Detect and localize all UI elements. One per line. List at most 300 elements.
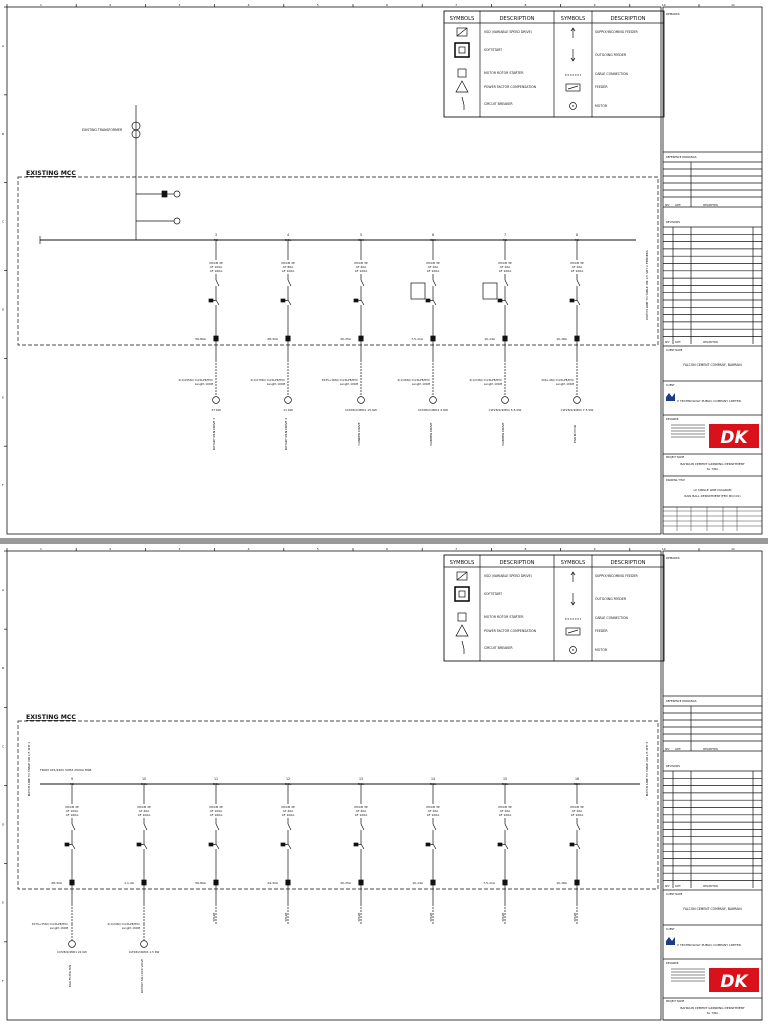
mccb-rating: MCCB 3P <box>426 261 440 265</box>
aux-motor-icon <box>174 191 180 197</box>
grid-letter: D <box>2 307 5 312</box>
feeder-icon <box>568 630 578 633</box>
feeder-type: REV <box>357 238 365 242</box>
motor-description: ROTARY KILN DRIVE 1 <box>212 417 216 451</box>
grid-number: 9 <box>593 547 596 551</box>
overload-range: 20-25A <box>340 337 351 341</box>
overload-relay-icon <box>70 880 74 885</box>
power-factor-icon <box>456 81 468 92</box>
feeder-6 <box>397 233 448 445</box>
feeder-10 <box>107 777 159 993</box>
legend-description-left: VSD (VARIABLE SPEED DRIVE) <box>484 574 532 578</box>
motor-description: BAG FILTER FAN <box>68 964 72 988</box>
rev-col: DATE <box>675 204 681 207</box>
mccb-frame: AF 100A <box>498 269 512 273</box>
mccb-frame: AF 160A <box>209 269 223 273</box>
feeder-16 <box>556 777 584 924</box>
contactor-icon <box>433 844 436 849</box>
legend-description-right: FEEDER <box>595 629 608 633</box>
overload-relay-icon <box>431 880 435 885</box>
contactor-coil-icon <box>65 843 69 846</box>
grid-letter: B <box>2 131 5 136</box>
grid-number: 9 <box>593 3 596 7</box>
grid-number: 5 <box>316 547 319 551</box>
motor-description: ROTARY KILN DRIVE 2 <box>284 417 288 451</box>
legend-description-right: FEEDER <box>595 85 608 89</box>
grid-letter: A <box>2 44 5 48</box>
mccb-rating: MCCB 3P <box>281 261 295 265</box>
overload-range: 56-80A <box>195 881 206 885</box>
mccb-frame: AF 100A <box>426 269 440 273</box>
cable-spec: 3X35+16SQ CU/XLPE/PVC <box>321 378 358 382</box>
circuit-breaker-icon <box>462 97 464 105</box>
contactor-coil-icon <box>570 843 574 846</box>
motor-description: DAMPER DRIVE <box>501 422 505 446</box>
grid-number: 7 <box>455 547 458 551</box>
circuit-breaker-icon <box>433 824 436 830</box>
contactor-icon <box>288 300 291 305</box>
feeder-number: 5 <box>359 233 363 237</box>
left-match-note: MATCH LINE TO TABLE ON 1/5 SHT 1 <box>27 741 31 797</box>
mccb-trip: AT 40A <box>138 809 150 813</box>
overload-relay-icon <box>142 880 146 885</box>
feeder-type: PO <box>502 238 508 242</box>
rev-col: REV <box>665 748 670 751</box>
feeder-15 <box>483 777 512 924</box>
contactor-coil-icon <box>354 299 358 302</box>
contractor-logo-icon <box>666 937 675 945</box>
designer-label: DESIGNER <box>666 962 679 965</box>
mccb-frame: AF 100A <box>426 813 440 817</box>
legend-header: DESCRIPTION <box>610 560 646 566</box>
grid-number: 6 <box>386 3 388 7</box>
single-line-diagram-sheet-2 <box>0 544 768 1024</box>
mccb-trip: AT 16A <box>499 265 511 269</box>
title-block <box>663 556 762 1020</box>
softstart-symbol-icon <box>459 591 465 597</box>
rev-col: REV <box>665 885 670 888</box>
panel-title: EXISTING MCC <box>26 714 76 721</box>
motor-description: ROTARY AIR LOCK VALVE <box>140 958 144 994</box>
circuit-breaker-icon <box>216 280 219 286</box>
circuit-breaker-icon <box>72 824 75 830</box>
spare-label: SPARE <box>429 912 433 922</box>
mccb-rating: MCCB 3P <box>570 805 584 809</box>
overload-relay-icon <box>214 336 218 341</box>
contractor-logo-icon <box>666 393 675 401</box>
mccb-rating: MCCB 3P <box>281 805 295 809</box>
rev-col: DATE <box>675 885 681 888</box>
legend-header: SYMBOLS <box>560 560 586 566</box>
power-factor-icon <box>456 625 468 636</box>
legend-description-left: MOTOR ROTOR STARTER <box>484 71 524 75</box>
motor-icon <box>285 397 292 404</box>
mccb-trip: AT 16A <box>499 809 511 813</box>
rev-col: DESCRIPTION <box>703 748 718 751</box>
feeder-type: DOL <box>140 782 148 786</box>
drawing-border <box>7 7 661 534</box>
remarks-label: REMARKS <box>666 12 680 16</box>
contactor-icon <box>144 844 147 849</box>
reference-drawings-label: REFERENCE DRAWINGS <box>666 156 697 159</box>
mccb-trip: AT 80A <box>282 265 294 269</box>
contractor-name: V TECHNOLOGY PUBLIC COMPANY LIMITED <box>677 399 742 403</box>
overload-relay-icon <box>575 336 579 341</box>
feeder-8 <box>541 233 593 443</box>
aux-breaker-icon <box>162 191 167 197</box>
drawing-border <box>7 551 661 1020</box>
grid-number: 1 <box>40 3 42 7</box>
overload-relay-icon <box>286 336 290 341</box>
match-line-note: MATCH LINE TO TABLE ON 1/5 SHT 2 FEEDERS <box>645 250 649 320</box>
grid-number: 8 <box>524 547 527 551</box>
feeder-type: DOL <box>284 238 292 242</box>
mccb-frame: AF 100A <box>570 813 584 817</box>
contactor-icon <box>577 300 580 305</box>
grid-letter: E <box>2 900 4 905</box>
legend-description-left: VSD (VARIABLE SPEED DRIVE) <box>484 30 532 34</box>
motor-icon <box>502 397 509 404</box>
grid-letter: F <box>2 483 4 488</box>
softstart-symbol-icon <box>459 47 465 53</box>
legend-description-left: POWER FACTOR COMPENSATION <box>484 85 536 89</box>
mccb-frame: AF 100A <box>354 813 368 817</box>
cable-spec: 4(1)X6SQ CU/XLPE/PVC <box>397 378 430 382</box>
contactor-icon <box>577 844 580 849</box>
feeder-number: 8 <box>575 233 579 237</box>
mcc-schematic <box>18 105 658 450</box>
legend-header: SYMBOLS <box>449 16 475 22</box>
circuit-breaker-icon <box>216 824 219 830</box>
motor-description: FAN MOTOR <box>573 425 577 443</box>
mccb-frame: AF 100A <box>281 813 295 817</box>
rev-col: REV <box>665 204 670 207</box>
spare-label: SPARE <box>357 912 361 922</box>
mccb-rating: MCCB 3P <box>498 805 512 809</box>
contactor-icon <box>361 300 364 305</box>
mcc-panel-outline <box>18 721 658 889</box>
overload-range: 20-25A <box>340 881 351 885</box>
vsd-symbol-icon <box>457 28 467 36</box>
contactor-icon <box>361 844 364 849</box>
grid-letter: A <box>2 588 5 592</box>
overload-range: 1.1-4A <box>124 881 134 885</box>
overload-relay-icon <box>575 880 579 885</box>
feeder-type: PO <box>213 238 219 242</box>
motor-rating: CLT28/2/4M01 15 KW <box>345 408 377 412</box>
contractor-label: CLIENT <box>666 384 675 387</box>
mccb-frame: AF 100A <box>281 269 295 273</box>
mccb-trip: AT 16A <box>427 809 439 813</box>
circuit-breaker-icon <box>505 824 508 830</box>
project-label: PROJECT NAME <box>666 1000 685 1003</box>
mccb-frame: AF 100A <box>498 813 512 817</box>
mccb-frame: AF 100A <box>137 813 151 817</box>
feeder-number: 13 <box>358 777 364 781</box>
reference-drawings-label: REFERENCE DRAWINGS <box>666 700 697 703</box>
overload-relay-icon <box>286 880 290 885</box>
feeder-type: DOL <box>501 782 509 786</box>
grid-letter: B <box>2 666 5 671</box>
legend-description-right: SUPPLY/INCOMING FEEDER <box>595 574 638 578</box>
grid-letter: C <box>2 744 5 749</box>
project-sub: SL 7/No <box>706 467 719 471</box>
contactor-coil-icon <box>426 843 430 846</box>
panel-title: EXISTING MCC <box>26 170 76 177</box>
legend-header: DESCRIPTION <box>499 560 535 566</box>
grid-letter: F <box>2 978 4 983</box>
client-label: CLIENT NAME <box>666 893 683 896</box>
overload-relay-icon <box>214 880 218 885</box>
drawing-title-label: DRAWING TITLE <box>666 479 685 482</box>
transformer-label: EXISTING TRANSFORMER <box>82 128 123 132</box>
grid-letter: E <box>2 395 4 400</box>
aux-motor-icon <box>174 218 180 224</box>
feeder-12 <box>267 777 295 924</box>
softstart-symbol-icon <box>455 43 469 57</box>
client-name: FALCON CEMENT COMPANY, BAHRAIN <box>683 907 742 911</box>
cable-length: Length 100M <box>483 382 502 386</box>
feeder-number: 3 <box>214 233 218 237</box>
mccb-trip: AT 40A <box>355 265 367 269</box>
mccb-trip: AT 100A <box>209 809 223 813</box>
motor-icon <box>213 397 220 404</box>
feeder-number: 4 <box>286 233 290 237</box>
legend-description-left: SOFTSTART <box>484 48 503 52</box>
remarks-label: REMARKS <box>666 556 680 560</box>
feeder-type: PO <box>574 238 580 242</box>
rev-col: DESCRIPTION <box>703 204 718 207</box>
motor-rating: CLT28/2/4M01 5.5 KW <box>488 408 522 412</box>
mccb-frame: AF 160A <box>65 813 79 817</box>
contactor-icon <box>505 300 508 305</box>
motor-rotor-starter-icon <box>458 69 466 77</box>
contactor-coil-icon <box>281 299 285 302</box>
motor-rating: 11 KW <box>283 408 293 412</box>
cable-length: Length 100M <box>121 926 140 930</box>
cable-length: Length 100M <box>339 382 358 386</box>
feeder-type: REV <box>573 782 581 786</box>
overload-range: 56-80A <box>195 337 206 341</box>
feeder-type: DOL <box>429 782 437 786</box>
grid-number: 3 <box>178 547 181 551</box>
feeder-number: 10 <box>141 777 147 781</box>
legend-description-left: CIRCUIT BREAKER <box>484 102 513 106</box>
cable-spec: 4(1)X95SQ CU/XLPE/PVC <box>178 378 213 382</box>
revisions-label: REVISIONS <box>666 765 681 768</box>
overload-relay-icon <box>431 336 435 341</box>
motor-rating: 37 KW <box>211 408 221 412</box>
feeder-number: 9 <box>70 777 74 781</box>
grid-number: 1 <box>40 547 42 551</box>
mccb-rating: MCCB 3P <box>354 805 368 809</box>
designer-logo-text: DK <box>720 428 748 448</box>
mccb-rating: MCCB 3P <box>354 261 368 265</box>
spare-label: SPARE <box>501 912 505 922</box>
feeder-number: 14 <box>430 777 436 781</box>
mccb-rating: MCCB 3P <box>498 261 512 265</box>
legend-description-right: CABLE CONNECTION <box>595 616 628 620</box>
overload-range: 7.5-11A <box>411 337 423 341</box>
cable-spec: 4(1)X4SQ CU/XLPE/PVC <box>107 922 140 926</box>
motor-icon <box>430 397 437 404</box>
motor-icon <box>141 941 148 948</box>
legend-header: SYMBOLS <box>560 16 586 22</box>
motor-icon <box>69 941 76 948</box>
cable-spec: 4(1)X4SQ CU/XLPE/PVC <box>469 378 502 382</box>
motor-icon <box>358 397 365 404</box>
title-block <box>663 12 762 531</box>
legend-description-left: POWER FACTOR COMPENSATION <box>484 629 536 633</box>
feeder-number: 15 <box>502 777 508 781</box>
contactor-icon <box>216 300 219 305</box>
feeder-number: 7 <box>503 233 507 237</box>
mccb-frame: AF 100A <box>354 269 368 273</box>
mccb-rating: MCCB 3P <box>137 805 151 809</box>
project-label: PROJECT NAME <box>666 456 685 459</box>
contactor-coil-icon <box>498 299 502 302</box>
mccb-trip: AT 40A <box>355 809 367 813</box>
drawing-title: LV SINGLE LINE DIAGRAM <box>693 488 732 492</box>
mccb-rating: MCCB 3P <box>209 261 223 265</box>
motor-icon: M <box>571 104 575 109</box>
feeder-type: DOL <box>212 782 220 786</box>
mccb-frame: AF 160A <box>209 813 223 817</box>
mcc-schematic-2 <box>18 714 658 993</box>
cable-spec: 4(1)X70SQ CU/XLPE/PVC <box>250 378 285 382</box>
overload-range: 10-14A <box>484 337 495 341</box>
reversing-contactor-icon <box>411 283 425 299</box>
mccb-trip: AT 40A <box>282 809 294 813</box>
feeder-3 <box>179 233 224 450</box>
rev-col: REV <box>665 341 670 344</box>
cable-length: Length 100M <box>266 382 285 386</box>
mccb-frame: AF 100A <box>570 269 584 273</box>
legend-description-left: SOFTSTART <box>484 592 503 596</box>
grid-letter: D <box>2 822 5 827</box>
overload-relay-icon <box>503 336 507 341</box>
grid-number: 7 <box>455 3 458 7</box>
overload-range: 7.5-11A <box>483 881 495 885</box>
feeder-13 <box>340 777 368 924</box>
feeder-9 <box>32 777 87 987</box>
mccb-trip: AT 100A <box>65 809 79 813</box>
circuit-breaker-icon <box>361 824 364 830</box>
cable-spec: 3X6+4SQ CU/XLPE/PVC <box>541 378 574 382</box>
contactor-icon <box>72 844 75 849</box>
grid-number: 5 <box>316 3 319 7</box>
motor-rating: CLT28/2/4M01 4 KW <box>418 408 448 412</box>
motor-rating: CLT28/2/4M01 7.5 KW <box>560 408 594 412</box>
mccb-trip: AT 16A <box>427 265 439 269</box>
feeder-number: 16 <box>574 777 580 781</box>
revisions-label: REVISIONS <box>666 221 681 224</box>
contactor-coil-icon <box>209 299 213 302</box>
feeder-11 <box>195 777 223 924</box>
drawing-sheet-2 <box>0 544 768 1024</box>
legend-description-left: CIRCUIT BREAKER <box>484 646 513 650</box>
rev-col: DESCRIPTION <box>703 341 718 344</box>
grid-number: 2 <box>109 3 112 7</box>
symbol-legend <box>444 555 664 661</box>
contactor-coil-icon <box>354 843 358 846</box>
legend-description-right: SUPPLY/INCOMING FEEDER <box>595 30 638 34</box>
symbol-legend <box>444 11 664 117</box>
feeder-7 <box>469 233 521 445</box>
contractor-name: V TECHNOLOGY PUBLIC COMPANY LIMITED <box>677 943 742 947</box>
circuit-breaker-icon <box>288 280 291 286</box>
overload-range: 28-32A <box>267 337 278 341</box>
softstart-symbol-icon <box>455 587 469 601</box>
motor-rotor-starter-icon <box>458 613 466 621</box>
mccb-rating: MCCB 3P <box>209 805 223 809</box>
reversing-contactor-icon <box>483 283 497 299</box>
grid-number: 11 <box>731 3 735 7</box>
drawing-title: RAW BALL DEPARTMENT(FED MCC01) <box>684 494 741 498</box>
overload-relay-icon <box>359 880 363 885</box>
contactor-coil-icon <box>137 843 141 846</box>
contactor-icon <box>505 844 508 849</box>
cable-length: Length 100M <box>194 382 213 386</box>
circuit-breaker-icon <box>462 641 464 649</box>
circuit-breaker-icon <box>505 280 508 286</box>
grid-number: 8 <box>524 3 527 7</box>
feeder-number: 6 <box>431 233 435 237</box>
motor-icon <box>574 397 581 404</box>
mccb-trip: AT 100A <box>209 265 223 269</box>
feeder-number: 11 <box>213 777 219 781</box>
contactor-coil-icon <box>498 843 502 846</box>
rev-col: DATE <box>675 748 681 751</box>
contactor-coil-icon <box>570 299 574 302</box>
contactor-icon <box>288 844 291 849</box>
circuit-breaker-icon <box>577 280 580 286</box>
circuit-breaker-icon <box>144 824 147 830</box>
contactor-coil-icon <box>209 843 213 846</box>
legend-description-right: CABLE CONNECTION <box>595 72 628 76</box>
right-match-note: MATCH LINE TO TABLE ON 1/5 SHT 3 <box>645 741 649 797</box>
vsd-symbol-icon <box>457 572 467 580</box>
overload-relay-icon <box>503 880 507 885</box>
feeder-4 <box>251 233 296 450</box>
grid-number: 3 <box>178 3 181 7</box>
mccb-rating: MCCB 3P <box>570 261 584 265</box>
grid-number: 6 <box>386 547 388 551</box>
circuit-breaker-icon <box>577 824 580 830</box>
spare-label: SPARE <box>212 912 216 922</box>
overload-range: 24-32A <box>267 881 278 885</box>
mccb-trip: AT 16A <box>571 809 583 813</box>
feeder-number: 12 <box>285 777 291 781</box>
legend-description-right: OUTGOING FEEDER <box>595 53 627 57</box>
feeder-5 <box>322 233 377 446</box>
rev-col: DESCRIPTION <box>703 885 718 888</box>
contactor-icon <box>433 300 436 305</box>
project-sub: SL 7/No <box>706 1011 719 1015</box>
cable-length: Length 100M <box>49 926 68 930</box>
motor-rating: CLT28/2/4M01 22 KW <box>57 950 87 954</box>
grid-number: 4 <box>247 3 250 7</box>
client-label: CLIENT NAME <box>666 349 683 352</box>
feeder-type: REV <box>429 238 437 242</box>
motor-description: CLINKER DRIVE <box>357 422 361 446</box>
project-name: BAHRAIN CEMENT GRINDING DEPARTMENT <box>680 462 745 466</box>
legend-header: DESCRIPTION <box>499 16 535 22</box>
mccb-rating: MCCB 3P <box>65 805 79 809</box>
feeder-icon <box>568 86 578 89</box>
incomer-note: FROM 415/240V 50HZ 2500A MSB <box>40 768 92 772</box>
legend-header: DESCRIPTION <box>610 16 646 22</box>
